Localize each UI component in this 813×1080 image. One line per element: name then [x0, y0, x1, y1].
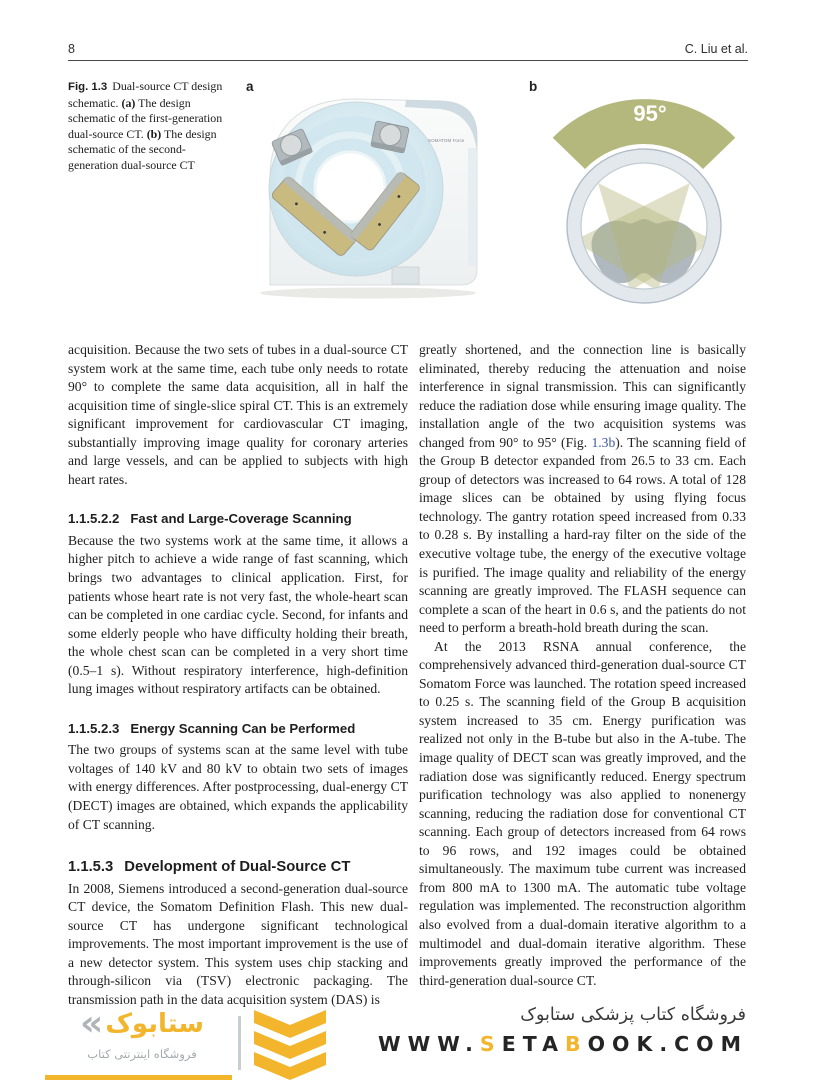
- url-segment: OOK.COM: [587, 1032, 748, 1056]
- brand-underline-bar: [45, 1075, 232, 1080]
- section-title: Fast and Large-Coverage Scanning: [130, 511, 352, 527]
- section-title: Energy Scanning Can be Performed: [130, 720, 356, 736]
- brand-tagline-fa: فروشگاه اینترنتی کتاب: [87, 1047, 197, 1061]
- paragraph-text: greatly shortened, and the connection line is basically eliminated, thereby reducing the attenuation and noise interference in signal transmission. This can significantly reduce the radiation dose while ensuring image quality. The installation angle of the two acquisition systems was changed from 90° to 95° (Fig.: [419, 342, 746, 450]
- text-column-right: [419, 341, 746, 990]
- footer-store-info: [378, 1005, 748, 1056]
- url-segment: WWW.: [377, 1032, 480, 1056]
- paragraph: [419, 341, 746, 638]
- authors: C. Liu et al.: [684, 42, 748, 56]
- setabook-logo: [52, 1004, 232, 1061]
- section-heading-1-1-5-2-3: [68, 720, 408, 739]
- setabook-chevron-logo-icon: [252, 1010, 328, 1080]
- panel-a-label: a: [246, 79, 254, 94]
- store-website-url: [378, 1032, 748, 1056]
- paragraph: In 2008, Siemens introduced a second-generation dual-source CT device, the Somatom Definition Flash. This new dual-source CT has undergone significant technological improvements. The most important improvement is the use of a new detector system. This system uses chip stacking and through-silicon via (TSV) electronic packaging. The transmission path in the data acquisition system (DAS) is: [68, 880, 408, 1007]
- section-number: 1.1.5.2.2: [68, 511, 120, 527]
- figure-caption-text-2: The design schematic of the first-generation dual-source CT.: [68, 95, 223, 141]
- paragraph: Because the two systems work at the same time, it allows a higher pitch to achieve a wide range of fast scanning, which brings two advantages to clinical application. First, for patients whose heart rate is not very fast, the whole-heart scan can be completed in one cardiac cycle. Second, for infants and some elderly people who have difficulty holding their breath, the whole chest scan can be completed in a very short time (0.5–1 s). Without respiratory interference, high-definition lung images without respiratory artifacts can be obtained.: [68, 532, 408, 697]
- store-title-fa: فروشگاه کتاب پزشکی ستابوک: [520, 1005, 746, 1025]
- url-segment-accent: B: [564, 1032, 588, 1056]
- paragraph: acquisition. Because the two sets of tubes in a dual-source CT system work at the same time, each tube only needs to rotate 90° to complete the same data acquisition, all in half the acquisition time of single-slice spiral CT. This is an extremely significant improvement for cardiovascular CT imaging, substantially improving image quality for coronary arteries and large vessels, and can be applied to subjects with high heart rates.: [68, 342, 408, 487]
- figure-caption-a-label: (a): [121, 95, 136, 110]
- url-segment: ETA: [501, 1032, 565, 1056]
- figure-caption-text-3: The design schematic of the second-generation dual-source CT: [68, 126, 217, 172]
- section-title: Development of Dual-Source CT: [124, 859, 351, 876]
- setabook-wordmark: [52, 1004, 232, 1044]
- running-head: [68, 42, 748, 56]
- url-segment-accent: S: [479, 1032, 502, 1056]
- section-heading-1-1-5-3: [68, 858, 408, 877]
- scanner-side-strip: [468, 148, 476, 266]
- text-column-left: [68, 341, 408, 1010]
- dual-source-angle-schematic: [550, 86, 750, 331]
- header-rule: [68, 60, 748, 61]
- section-heading-1-1-5-2-2: [68, 510, 408, 529]
- scanner-base-step: [392, 267, 419, 284]
- angle-value-label: 95°: [633, 101, 667, 126]
- paragraph: At the 2013 RSNA annual conference, the comprehensively advanced third-generation dual-source CT Somatom Force was launched. The rotation speed increased to 0.25 s. The scanning field of the Group B acquisition system increased to 35 cm. Energy purification was realized not only in the B-tube but also in the A-tube. The image quality of DECT scan was greatly improved, and the radiation dose was significantly reduced. Energy spectrum purification technology was also applied to nonenergy scanning, reducing the radiation dose for conventional CT scanning. Each group of detectors increased from 64 rows to 96 rows, and 192 images could be obtained simultaneously. The maximum tube current was increased from 800 mA to 1300 mA. The automatic tube voltage regulation was implemented. The reconstruction algorithm also evolved from a dual-domain iterative algorithm to a multimodel and dual-domain iterative algorithm. These improvements greatly improved the performance of the third-generation dual-source CT.: [419, 638, 746, 988]
- section-number: 1.1.5.3: [68, 859, 114, 876]
- ct-scanner-photo: [256, 86, 484, 304]
- scanner-brand-text: SOMATOM Force: [428, 138, 465, 143]
- page-number: 8: [68, 42, 75, 56]
- brand-name-fa: ستابوک: [105, 1009, 204, 1039]
- logo-divider: [238, 1016, 241, 1070]
- figure-reference-link[interactable]: 1.3b: [591, 434, 616, 450]
- paragraph-text: ). The scanning field of the Group B detector expanded from 26.5 to 33 cm. Each group of detectors was increased to 64 rows. A total of 128 image slices can be obtained by using flying focus technology. The gantry rotation speed increased from 0.33 to 0.28 s. By installing a hard-ray filter on the side of the executive voltage tube, the energy of the executive voltage is purified. The image quality and reliability of the energy scanning are greatly improved. The FLASH sequence can complete a scan of the heart in 0.6 s, and the patients do not need to perform a breath-hold breath during the scan.: [419, 434, 747, 636]
- chevron-left-icon: «: [80, 1003, 104, 1044]
- figure-caption-text-1: Dual-source CT design schematic.: [68, 79, 223, 110]
- figure-caption-b-label: (b): [146, 126, 162, 141]
- paragraph: The two groups of systems scan at the same level with tube voltages of 140 kV and 80 kV to obtain two sets of images with energy differences. After postprocessing, dual-energy CT (DECT) images are obtained, which expands the applicability of CT scanning.: [68, 742, 408, 832]
- figure-caption: [68, 79, 233, 173]
- scanner-shadow: [260, 288, 476, 299]
- section-number: 1.1.5.2.3: [68, 720, 120, 736]
- figure-caption-label: Fig. 1.3: [68, 81, 108, 93]
- panel-b-label: b: [529, 79, 538, 94]
